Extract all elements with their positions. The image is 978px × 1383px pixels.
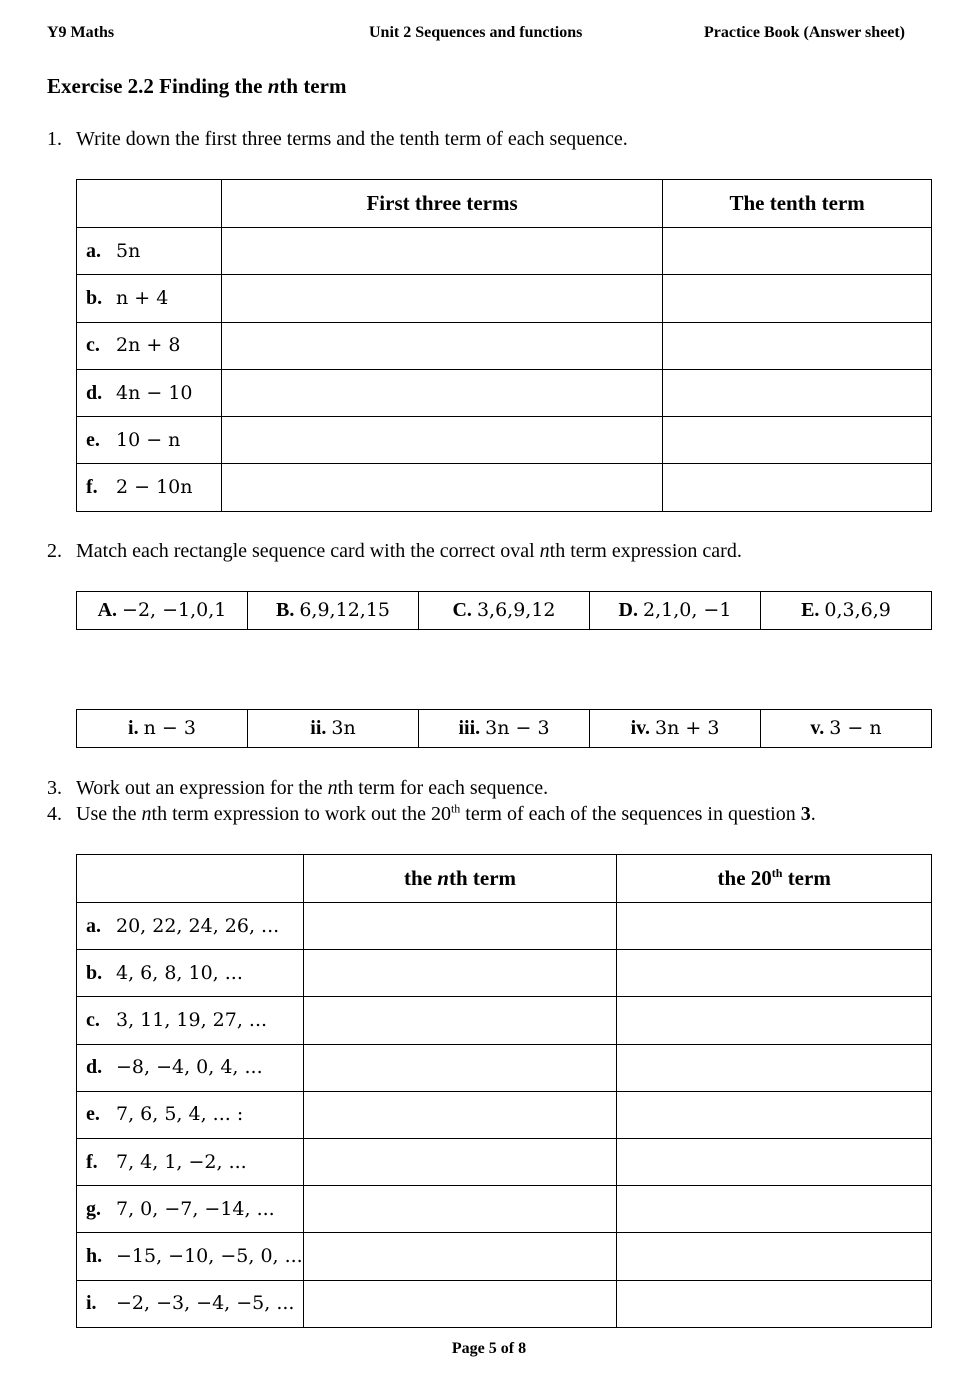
answer-nth-term[interactable]	[303, 950, 617, 997]
question-number: 3.	[47, 777, 62, 799]
row-label-cell	[77, 228, 222, 275]
sequence-card[interactable]	[248, 592, 419, 630]
row-label-cell	[77, 997, 304, 1044]
question-number: 4.	[47, 803, 62, 825]
table-row	[77, 275, 932, 322]
header-text-end: term	[782, 866, 831, 890]
header-text-end: th term	[448, 866, 517, 890]
row-label-cell	[77, 903, 304, 950]
row-sequence: 7, 6, 5, 4, ... :	[116, 1103, 244, 1126]
sequence-card[interactable]	[590, 592, 761, 630]
header-subject: Y9 Maths	[47, 24, 115, 41]
table-row	[77, 322, 932, 369]
question-ref: 3	[800, 803, 811, 825]
superscript: th	[771, 866, 783, 880]
answer-20th-term[interactable]	[617, 1091, 932, 1138]
table-row	[77, 1044, 932, 1091]
card-label: E.	[801, 599, 820, 621]
row-letter: d.	[86, 1056, 103, 1079]
expression-card[interactable]	[419, 710, 590, 748]
row-letter: c.	[86, 334, 100, 357]
question-number: 2.	[47, 540, 62, 562]
card-label: B.	[276, 599, 295, 621]
header-unit: Unit 2 Sequences and functions	[369, 24, 583, 41]
table-nth-term	[76, 854, 932, 1328]
card-label: i.	[128, 717, 139, 739]
answer-first-three[interactable]	[221, 275, 662, 322]
row-label-cell	[77, 369, 222, 416]
row-label-cell	[77, 417, 222, 464]
row-expression: n + 4	[116, 286, 169, 309]
row-letter: c.	[86, 1008, 100, 1031]
row-letter: e.	[86, 428, 100, 451]
answer-tenth-term[interactable]	[663, 228, 932, 275]
table-row	[77, 1186, 932, 1233]
row-expression: 4n − 10	[116, 381, 193, 404]
row-letter: b.	[86, 961, 103, 984]
header-book: Practice Book (Answer sheet)	[704, 24, 905, 41]
table-row	[77, 228, 932, 275]
row-letter: a.	[86, 914, 101, 937]
answer-nth-term[interactable]	[303, 1044, 617, 1091]
card-label: ii.	[310, 717, 327, 739]
exercise-title	[47, 74, 346, 99]
header-first-three: First three terms	[221, 180, 662, 228]
question-4	[47, 803, 816, 826]
expression-card[interactable]	[590, 710, 761, 748]
card-label: A.	[97, 599, 118, 621]
card-sequence: 2,1,0, −1	[643, 599, 732, 621]
question-text: Use the	[76, 803, 142, 825]
row-letter: g.	[86, 1197, 101, 1220]
answer-nth-term[interactable]	[303, 997, 617, 1044]
answer-nth-term[interactable]	[303, 1091, 617, 1138]
row-sequence: 7, 0, −7, −14, ...	[116, 1197, 275, 1220]
expression-card[interactable]	[761, 710, 932, 748]
answer-tenth-term[interactable]	[663, 417, 932, 464]
row-sequence: −8, −4, 0, 4, ...	[116, 1056, 263, 1079]
answer-first-three[interactable]	[221, 228, 662, 275]
table-row	[77, 369, 932, 416]
row-sequence: −2, −3, −4, −5, ...	[116, 1292, 295, 1315]
answer-20th-term[interactable]	[617, 950, 932, 997]
question-1	[47, 128, 628, 151]
row-label-cell	[77, 275, 222, 322]
table-row	[77, 464, 932, 511]
header-tenth-term: The tenth term	[663, 180, 932, 228]
row-letter: e.	[86, 1103, 100, 1126]
answer-20th-term[interactable]	[617, 1044, 932, 1091]
row-label-cell	[77, 1091, 304, 1138]
answer-first-three[interactable]	[221, 417, 662, 464]
table-row	[77, 1091, 932, 1138]
row-expression: 10 − n	[116, 428, 181, 451]
row-sequence: 3, 11, 19, 27, ...	[116, 1008, 268, 1031]
card-expression: 3 − n	[829, 717, 882, 739]
row-label-cell	[77, 950, 304, 997]
question-number: 1.	[47, 128, 62, 150]
row-letter: f.	[86, 476, 98, 499]
expression-card[interactable]	[248, 710, 419, 748]
row-label-cell	[77, 322, 222, 369]
header-20th-term	[617, 855, 932, 903]
question-text-end: th term for each sequence.	[337, 777, 549, 799]
question-text: Work out an expression for the	[76, 777, 328, 799]
page-number: Page 5 of 8	[451, 1340, 527, 1357]
card-sequence: −2, −1,0,1	[122, 599, 227, 621]
question-text-end: th term expression card.	[549, 540, 742, 562]
answer-nth-term[interactable]	[303, 1280, 617, 1327]
row-label-cell	[77, 1233, 304, 1280]
superscript: th	[450, 801, 461, 816]
question-n: n	[141, 803, 152, 825]
sequence-card[interactable]	[77, 592, 248, 630]
answer-first-three[interactable]	[221, 464, 662, 511]
card-sequence: 3,6,9,12	[476, 599, 556, 621]
row-label-cell	[77, 1280, 304, 1327]
answer-20th-term[interactable]	[617, 1186, 932, 1233]
card-label: C.	[452, 599, 472, 621]
answer-first-three[interactable]	[221, 369, 662, 416]
sequence-card[interactable]	[419, 592, 590, 630]
card-expression: 3n + 3	[655, 717, 720, 739]
question-2	[47, 540, 742, 563]
question-text-tail: term of each of the sequences in question	[460, 803, 801, 825]
card-label: v.	[810, 717, 825, 739]
row-sequence: −15, −10, −5, 0, ...	[116, 1244, 303, 1267]
answer-20th-term[interactable]	[617, 997, 932, 1044]
row-sequence: 4, 6, 8, 10, ...	[116, 961, 243, 984]
answer-tenth-term[interactable]	[663, 369, 932, 416]
table-first-three-terms	[76, 179, 932, 512]
answer-nth-term[interactable]	[303, 903, 617, 950]
question-text-mid: th term expression to work out the 20	[151, 803, 451, 825]
table-row	[77, 997, 932, 1044]
question-period: .	[810, 803, 816, 825]
row-label-cell	[77, 1044, 304, 1091]
card-expression: n − 3	[143, 717, 196, 739]
header-blank	[77, 180, 222, 228]
row-letter: h.	[86, 1244, 103, 1267]
expression-cards	[76, 709, 932, 748]
row-letter: a.	[86, 239, 101, 262]
question-text: Match each rectangle sequence card with the correct oval	[76, 540, 540, 562]
card-sequence: 6,9,12,15	[299, 599, 390, 621]
header-nth-term	[303, 855, 617, 903]
row-sequence: 7, 4, 1, −2, ...	[116, 1150, 247, 1173]
question-text: Write down the first three terms and the tenth term of each sequence.	[76, 128, 628, 150]
row-letter: i.	[86, 1292, 97, 1315]
expression-card[interactable]	[77, 710, 248, 748]
title-suffix: th term	[279, 74, 347, 98]
answer-nth-term[interactable]	[303, 1138, 617, 1185]
table-row	[77, 903, 932, 950]
table-row	[77, 1233, 932, 1280]
answer-tenth-term[interactable]	[663, 464, 932, 511]
question-n: n	[327, 777, 338, 799]
row-expression: 2n + 8	[116, 334, 181, 357]
question-3	[47, 777, 548, 800]
table-row	[77, 950, 932, 997]
row-expression: 2 − 10n	[116, 476, 193, 499]
answer-20th-term[interactable]	[617, 1138, 932, 1185]
row-sequence: 20, 22, 24, 26, ...	[116, 914, 280, 937]
row-letter: b.	[86, 286, 103, 309]
card-label: D.	[618, 599, 638, 621]
card-expression: 3n	[331, 717, 356, 739]
header-n: n	[437, 866, 449, 890]
answer-20th-term[interactable]	[617, 903, 932, 950]
answer-tenth-term[interactable]	[663, 275, 932, 322]
row-letter: d.	[86, 381, 103, 404]
table-row	[77, 417, 932, 464]
question-n: n	[539, 540, 550, 562]
row-label-cell	[77, 1138, 304, 1185]
answer-first-three[interactable]	[221, 322, 662, 369]
row-letter: f.	[86, 1150, 98, 1173]
card-sequence: 0,3,6,9	[824, 599, 891, 621]
answer-nth-term[interactable]	[303, 1233, 617, 1280]
answer-nth-term[interactable]	[303, 1186, 617, 1233]
row-expression: 5n	[116, 239, 141, 262]
header-text: the	[404, 866, 438, 890]
header-blank	[77, 855, 304, 903]
answer-20th-term[interactable]	[617, 1280, 932, 1327]
table-row	[77, 1138, 932, 1185]
sequence-cards	[76, 591, 932, 630]
card-expression: 3n − 3	[485, 717, 550, 739]
answer-20th-term[interactable]	[617, 1233, 932, 1280]
card-label: iii.	[458, 717, 481, 739]
row-label-cell	[77, 464, 222, 511]
header-text: the 20	[717, 866, 772, 890]
title-n: n	[267, 74, 280, 98]
card-label: iv.	[630, 717, 651, 739]
title-prefix: Exercise 2.2 Finding the	[47, 74, 268, 98]
sequence-card[interactable]	[761, 592, 932, 630]
table-row	[77, 1280, 932, 1327]
row-label-cell	[77, 1186, 304, 1233]
answer-tenth-term[interactable]	[663, 322, 932, 369]
